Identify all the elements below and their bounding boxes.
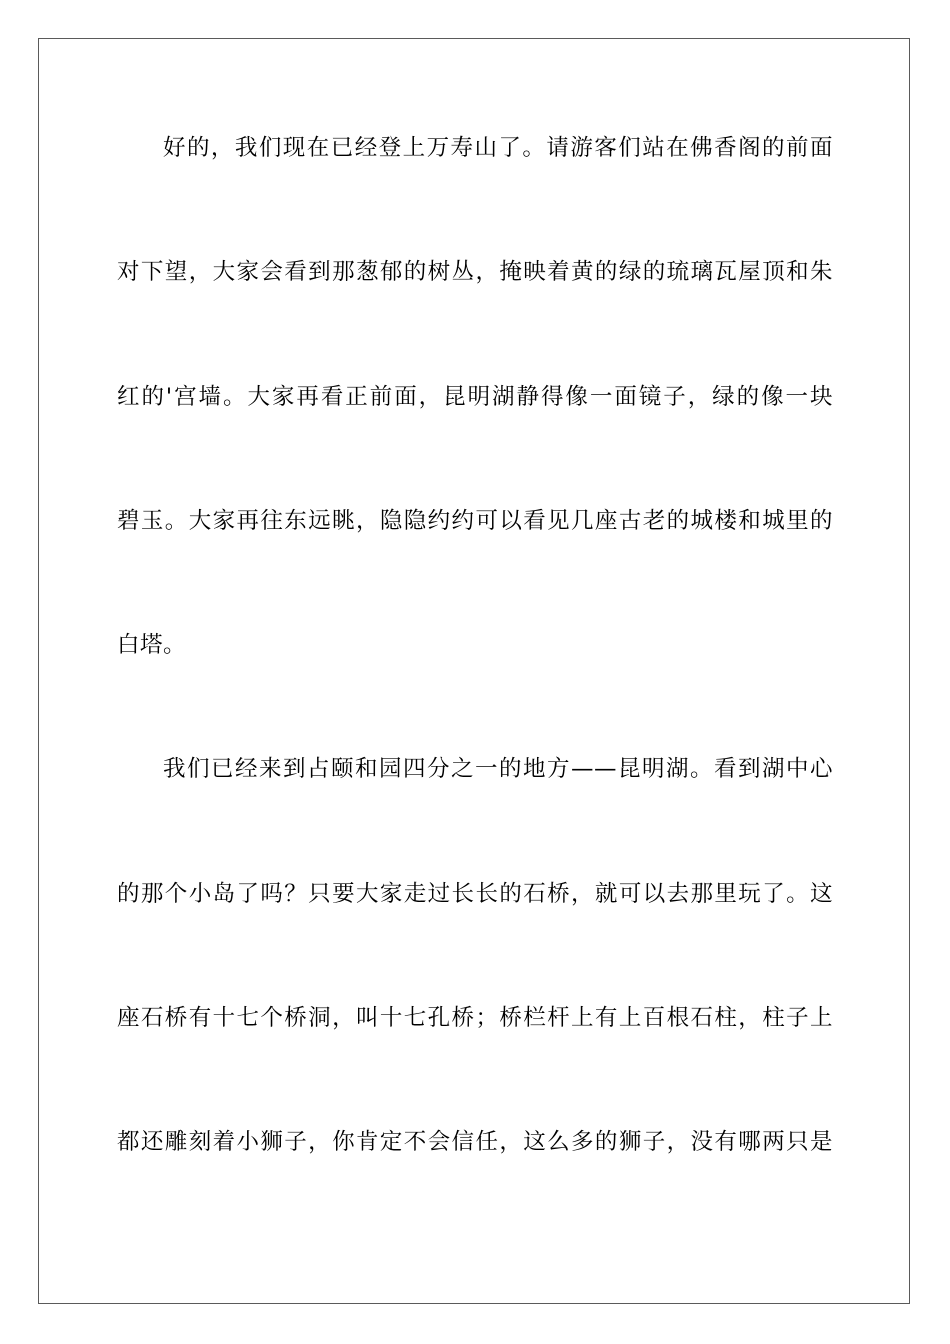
paragraph-line: 都还雕刻着小狮子，你肯定不会信任，这么多的狮子，没有哪两只是 (117, 1129, 833, 1156)
paragraph-line: 我们已经来到占颐和园四分之一的地方——昆明湖。看到湖中心 (163, 756, 833, 783)
paragraph-line: 座石桥有十七个桥洞，叫十七孔桥；桥栏杆上有上百根石柱，柱子上 (117, 1005, 833, 1032)
paragraph-line: 白塔。 (117, 632, 187, 659)
paragraph-line: 的那个小岛了吗？只要大家走过长长的石桥，就可以去那里玩了。这 (117, 880, 833, 907)
paragraph-line: 好的，我们现在已经登上万寿山了。请游客们站在佛香阁的前面 (163, 135, 833, 161)
document-body (117, 128, 833, 1247)
paragraph-1 (117, 128, 833, 665)
paragraph-2 (117, 749, 833, 1162)
paragraph-line: 对下望，大家会看到那葱郁的树丛，掩映着黄的绿的琉璃瓦屋顶和朱 (117, 259, 833, 286)
paragraph-line: 碧玉。大家再往东远眺，隐隐约约可以看见几座古老的城楼和城里的 (117, 507, 833, 534)
paragraph-line: 红的'宫墙。大家再看正前面，昆明湖静得像一面镜子，绿的像一块 (117, 383, 833, 410)
